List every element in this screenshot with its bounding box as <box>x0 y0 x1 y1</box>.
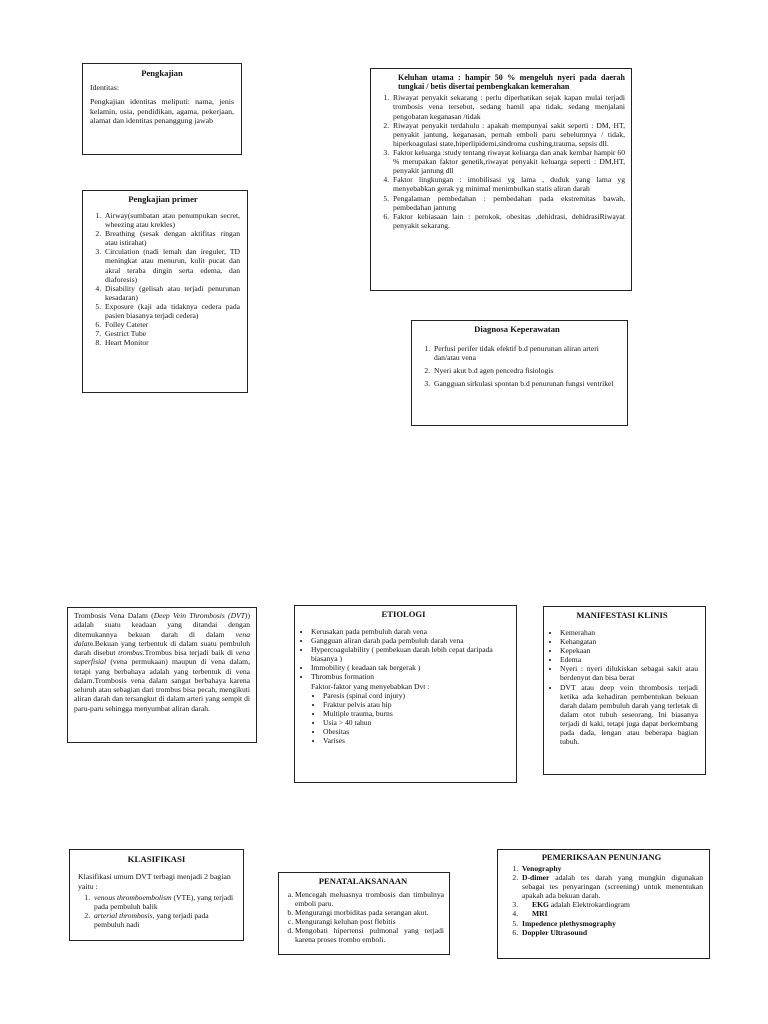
faktor-item: • Obesitas <box>323 727 510 736</box>
primer-item-airway: 1. Airway(sumbatan atau penumpukan secret, wheezing atau krekles) <box>103 211 240 229</box>
primer-item-breathing: 2. Breathing (sesak dengan aktifitas ringan atau istirahat) <box>103 229 240 247</box>
klasifikasi-list <box>78 893 235 929</box>
keluhan-box <box>370 68 632 291</box>
primer-item-exposure: 5. Exposure (kaji ada tidaknya cedera pada pasien biasanya terjadi cedera) <box>103 302 240 320</box>
definisi-term-trombus: trombus <box>118 648 143 657</box>
klasifikasi-item-vte <box>92 893 235 911</box>
klasifikasi-intro: Klasifikasi umum DVT terbagi menjadi 2 bagian yaitu : <box>78 872 231 891</box>
primer-item-circulation: 3. Circulation (nadi lemah dan ireguler, TD meningkat atau menurun, kulit pucat dan akral teraba dingin serta edema, dan diaforesis) <box>103 247 240 283</box>
diagnosa-list <box>415 344 619 388</box>
penunjang-item-ddimer <box>520 873 703 900</box>
pengkajian-primer-title: Pengkajian primer <box>128 194 198 204</box>
penatalaksanaan-list <box>282 890 444 945</box>
definisi-text <box>74 611 250 713</box>
pengkajian-primer-list <box>86 211 240 348</box>
pengkajian-title: Pengkajian <box>141 68 183 78</box>
diagnosa-box <box>411 320 628 426</box>
definisi-term-vena-superfisial: vena superfisial <box>74 648 250 667</box>
primer-item-disability: 4. Disability (gelisah atau terjadi penurunan kesadaran) <box>103 284 240 302</box>
manifestasi-item: • Kehangatan <box>560 637 698 646</box>
faktor-item: • Varises <box>323 736 510 745</box>
keluhan-item-kebiasaan: 6. Faktor kebiasaan lain : perokok, obesitas ,dehidrasi, dehidrasiRiwayat penyakit sekarang. <box>391 212 625 230</box>
faktor-intro: Faktor-faktor yang menyebabkan Dvt : <box>311 681 430 691</box>
manifestasi-item: • Kepekaan <box>560 646 698 655</box>
diagnosa-item-sirkulasi: 3. Gangguan sirkulasi spontan b.d penurunan fungsi ventrikel <box>432 379 619 388</box>
pengkajian-box <box>82 63 242 155</box>
faktor-list <box>311 691 510 746</box>
penunjang-venography: Venography <box>522 863 562 873</box>
manifestasi-box <box>543 606 706 775</box>
identitas-label: Identitas: <box>90 82 120 92</box>
manifestasi-item: • DVT atau deep vein thrombosis terjadi ketika ada kehadiran pembentukan bekuan darah dalam pembuluh darah yang terletak di dalam otot tubuh seseorang. Ini biasanya terjadi di kaki, tetapi juga dapat berkembang pada dada, lengan atau beberapa bagian tubuh. <box>560 683 698 747</box>
penunjang-item-mri <box>520 909 703 918</box>
penatalaksanaan-item: c. Mengurangi keluhan post flebitis <box>295 917 444 926</box>
etiologi-item: • Immobility ( keadaan tak bergerak ) <box>311 663 510 672</box>
klasifikasi-title: KLASIFIKASI <box>127 854 186 864</box>
penunjang-item-ekg <box>520 900 703 909</box>
penunjang-ekg: EKG <box>532 900 549 910</box>
faktor-item: • Multiple trauma, burns <box>323 709 510 718</box>
keluhan-item-pembedahan: 5. Pengalaman pembedahan : pembedahan pada ekstremitas bawah, pembedahan jantung <box>391 194 625 212</box>
keluhan-item-keluarga: 3. Faktor keluarga :study tentang riwayat keluarga dan anak kembar hampir 60 % merupakan faktor genetik,riwayat penyakit keluarga seperti : DM,HT, penyakit jantung dll <box>391 148 625 175</box>
definisi-part-4: .Trombus bisa terjadi baik di <box>142 648 236 657</box>
definisi-term-dvt: Deep Vein Thrombosis (DVT) <box>153 611 248 620</box>
penunjang-ekg-desc: adalah Elektrokardiogram <box>548 900 630 910</box>
manifestasi-title: MANIFESTASI KLINIS <box>576 610 668 620</box>
klasifikasi-term-arterial: arterial thrombosis <box>94 911 153 921</box>
definisi-part-2: ) adalah suatu keadaan yang ditandai dengan ditemukannya bekuan darah di dalam <box>74 611 250 639</box>
diagnosa-item-nyeri: 2. Nyeri akut b.d agen pencedra fisiologis <box>432 366 619 375</box>
klasifikasi-term-vte: venous thromboembolism <box>94 893 172 903</box>
manifestasi-list <box>546 628 698 746</box>
diagnosa-title: Diagnosa Keperawatan <box>474 324 560 334</box>
definisi-term-vena-dalam: vena dalam <box>74 629 250 648</box>
penunjang-mri: MRI <box>532 909 548 919</box>
klasifikasi-desc-arterial: , yang terjadi pada pembuluh nadi <box>94 911 209 930</box>
primer-item-monitor: 8. Heart Monitor <box>103 338 240 347</box>
manifestasi-item: • Nyeri : nyeri dilukiskan sebagai sakit atau berdenyut dan bisa berat <box>560 664 698 682</box>
faktor-item: • Paresis (spinal cord injury) <box>323 691 510 700</box>
manifestasi-item: • Kemerahan <box>560 628 698 637</box>
penatalaksanaan-title: PENATALAKSANAAN <box>318 876 408 886</box>
etiologi-item <box>311 672 510 745</box>
keluhan-title: Keluhan utama : hampir 50 % mengeluh nyeri pada daerah tungkai / betis disertai pembengkakan kemerahan <box>398 73 625 92</box>
pengkajian-primer-box <box>82 190 248 393</box>
etiologi-item: • Hypercoagulability ( pembekuan darah lebih cepat daripada biasanya ) <box>311 645 510 663</box>
penunjang-doppler: Doppler Ultrasound <box>522 927 588 937</box>
keluhan-item-lingkungan: 4. Faktor lingkungan : imobilisasi yg lama , duduk yang lama yg menyebabkan gerak yg minimal menimbulkan statis aliran darah <box>391 175 625 193</box>
definisi-box <box>67 607 257 743</box>
etiologi-thrombus-label: Thrombus formation <box>311 672 375 682</box>
definisi-part-3: .Bekuan yang terbentuk di dalam suatu pembuluh darah disebut <box>74 638 250 657</box>
penunjang-item-doppler <box>520 928 703 937</box>
penatalaksanaan-item: a. Mencegah meluasnya trombosis dan timbulnya emboli paru. <box>295 890 444 908</box>
keluhan-list <box>374 93 625 230</box>
penatalaksanaan-item: d. Mengobati hipertensi pulmonal yang terjadi karena proses trombo emboli. <box>295 926 444 944</box>
penatalaksanaan-box <box>278 872 450 955</box>
penunjang-impedence: Impedence plethysmography <box>522 918 616 928</box>
klasifikasi-desc-vte: (VTE), yang terjadi pada pembuluh balik <box>94 893 234 912</box>
penunjang-item-impedence <box>520 919 703 928</box>
faktor-item: • Fraktur pelvis atau hip <box>323 700 510 709</box>
keluhan-item-terdahulu: 2. Riwayat penyakit terdahulu : apakah mempunyai sakit seperti : DM, HT, penyakit jantung, keganasan, pernah emboli paru sebelumnya / tidak, hiperkoagulasi state,hiperlipidemi,sindroma cushing,trauma, sepsis dll. <box>391 121 625 148</box>
penunjang-item-venography <box>520 864 703 873</box>
etiologi-item: • Gangguan aliran darah pada pembuluh darah vena <box>311 636 510 645</box>
primer-item-gestric: 7. Gestrict Tube <box>103 329 240 338</box>
diagnosa-item-perfusi: 1. Perfusi perifer tidak efektif b.d penurunan aliran arteri dan/atau vena <box>432 344 619 362</box>
primer-item-folley: 6. Folley Cateter <box>103 320 240 329</box>
penunjang-box <box>497 849 710 959</box>
penunjang-title: PEMERIKSAAN PENUNJANG <box>541 852 662 862</box>
etiologi-title: ETIOLOGI <box>381 609 426 619</box>
definisi-part-1: Trombosis Vena Dalam ( <box>74 611 154 620</box>
penatalaksanaan-item: b. Mengurangi morbiditas pada serangan akut. <box>295 908 444 917</box>
klasifikasi-box <box>69 849 244 941</box>
klasifikasi-item-arterial <box>92 911 235 929</box>
etiologi-item: • Kerusakan pada pembuluh darah vena <box>311 627 510 636</box>
penunjang-ddimer: D-dimer <box>522 872 550 882</box>
definisi-part-5: (vena permukaan) maupun di vena dalam, tetapi yang berbahaya adalah yang terbentuk di vena dalam.Trombosis vena dalam sangat berbahaya karena seluruh atau sebagian dari trombus bisa pecah, mengikuti aliran darah dan tersangkut di dalam arteri yang sempit di paru-paru sehingga menyumbat aliran darah. <box>74 657 250 713</box>
faktor-item: • Usia > 40 tahun <box>323 718 510 727</box>
etiologi-list <box>297 627 510 745</box>
penunjang-ddimer-desc: adalah tes darah yang mungkin digunakan sebagai tes penyaringan (screening) untuk menentukan apakah ada bekuan darah. <box>522 872 703 901</box>
manifestasi-item: • Edema <box>560 655 698 664</box>
keluhan-item-sekarang: 1. Riwayat penyakit sekarang : perlu diperhatikan sejak kapan mulai terjadi trombosis vena tersebut, sedang hamil apa tidak, sedang menjalani pengobatan keganasan /tidak <box>391 93 625 120</box>
etiologi-box <box>294 605 517 783</box>
identitas-text: Pengkajian identitas meliputi: nama, jenis kelamin, usia, pendidikan, agama, pekerjaan, alamat dan identitas penanggung jawab <box>90 97 234 126</box>
penunjang-list <box>500 864 703 937</box>
